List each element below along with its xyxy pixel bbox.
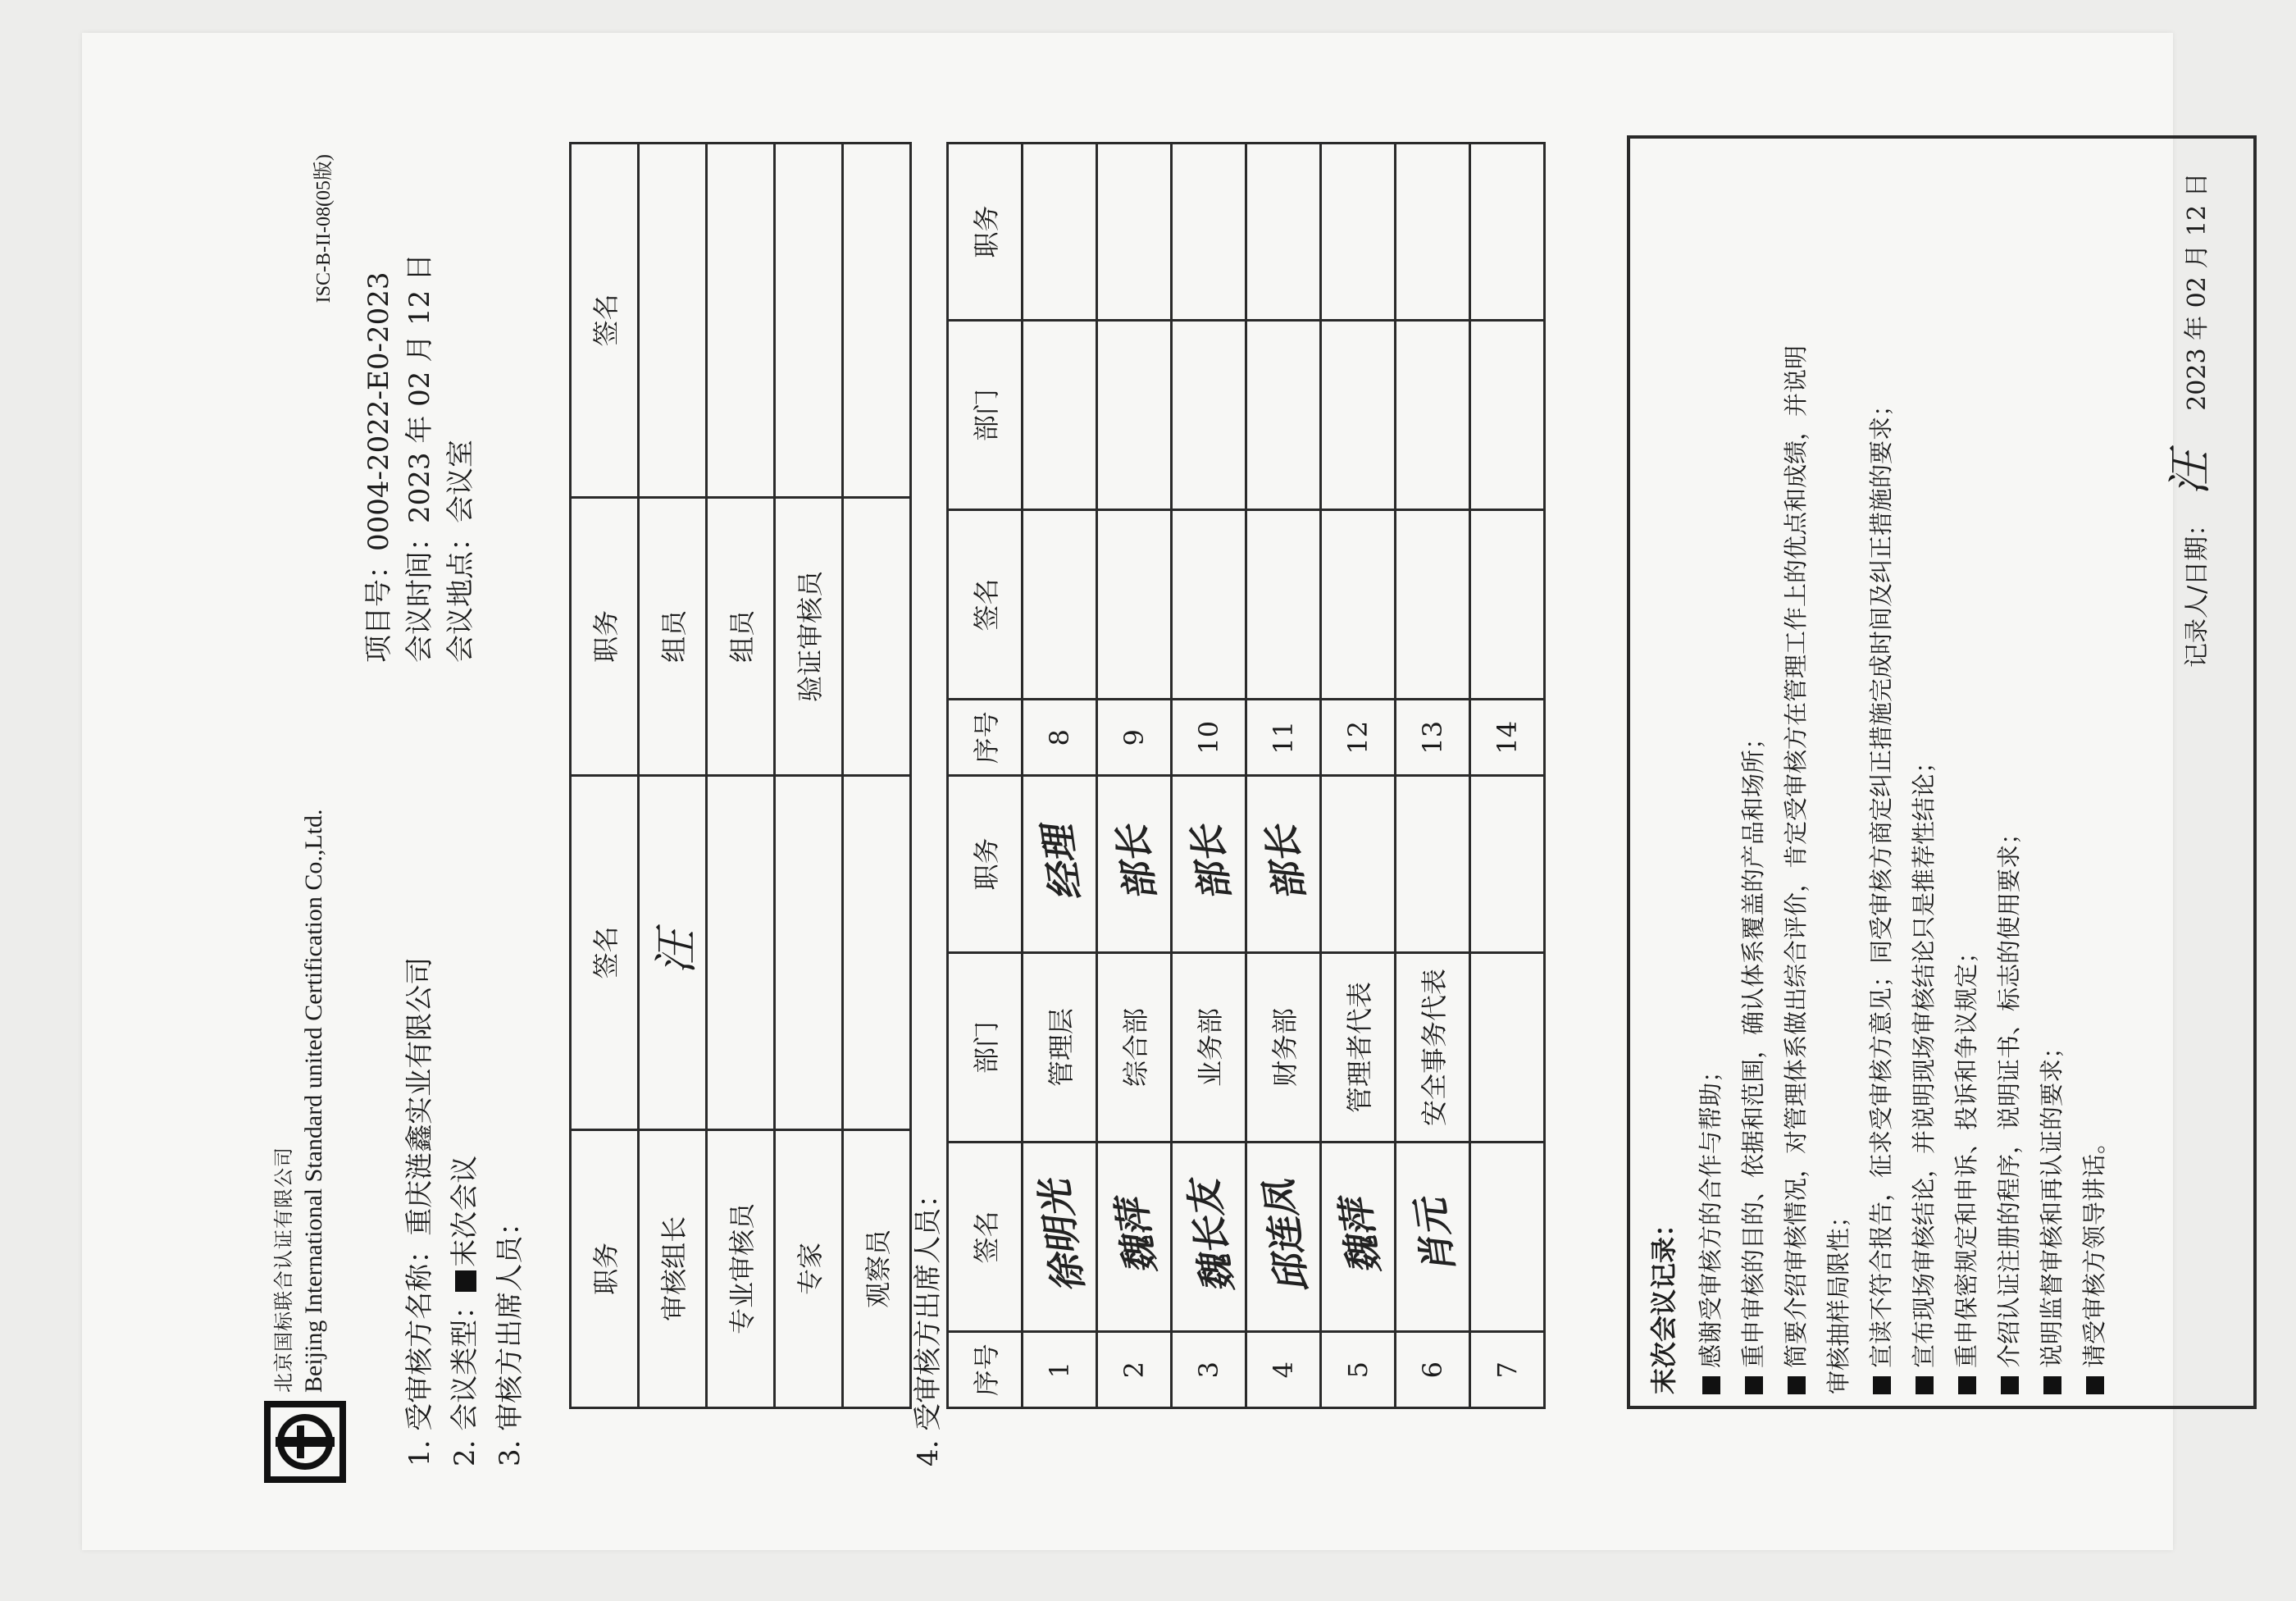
signature-cell — [707, 776, 775, 1130]
dept-cell — [1470, 952, 1545, 1142]
meeting-type-value: 末次会议 — [449, 1155, 481, 1267]
seq-cell: 14 — [1470, 700, 1545, 776]
seq-cell: 5 — [1321, 1332, 1396, 1408]
handwritten-name: 邱连凤 — [1255, 1177, 1316, 1297]
dept-cell — [1172, 320, 1246, 509]
list-item: 介绍认证注册的程序，说明证书、标志的使用要求； — [1988, 156, 2030, 1394]
signature-cell — [775, 144, 843, 498]
signature-cell — [639, 776, 707, 1130]
signature-cell — [1470, 510, 1545, 700]
dept-cell — [1396, 320, 1470, 509]
handwritten-title: 经理 — [1034, 823, 1090, 905]
seq-cell: 9 — [1097, 700, 1172, 776]
scanned-sheet — [82, 33, 2216, 1550]
title-cell — [1246, 776, 1321, 953]
dept-cell: 业务部 — [1172, 952, 1246, 1142]
signature-cell — [1321, 510, 1396, 700]
checked-box-icon — [1958, 1376, 1976, 1394]
list-item: 重申审核的目的、依据和范围，确认体系覆盖的产品和场所； — [1732, 156, 1774, 1394]
dept-cell — [1097, 320, 1172, 509]
header-cell: 职务 — [571, 1129, 639, 1407]
handwritten-title: 部长 — [1109, 823, 1164, 905]
meeting-record-box — [1627, 135, 2257, 1409]
header-cell: 序号 — [948, 700, 1023, 776]
checked-box-icon — [1873, 1376, 1891, 1394]
meeting-form-page — [257, 121, 2266, 1499]
auditee-name: 重庆涟鑫实业有限公司 — [403, 956, 436, 1236]
title-cell — [1023, 776, 1097, 953]
list-item: 感谢受审核方的合作与帮助； — [1689, 156, 1732, 1394]
header-cell: 职务 — [948, 144, 1023, 321]
signature-cell — [707, 144, 775, 498]
project-number: 0004-2022-E0-2023 — [362, 271, 395, 551]
project-line: 项目号：0004-2022-E0-2023 — [362, 271, 395, 663]
header-cell: 职务 — [571, 497, 639, 775]
title-cell — [1470, 144, 1545, 321]
handwritten-signature: 汪 — [649, 930, 702, 975]
signature-cell — [1172, 510, 1246, 700]
record-title: 末次会议记录： — [1648, 1210, 1679, 1394]
handwritten-name: 魏萍 — [1109, 1196, 1164, 1278]
table-row — [707, 144, 775, 1408]
auditee-attendance-table — [946, 142, 1546, 1409]
title-cell — [1396, 776, 1470, 953]
table-row — [775, 144, 843, 1408]
meeting-time-line: 会议时间：2023 年 02 月 12 日 — [403, 253, 436, 663]
list-item: 宣布现场审核结论，并说明现场审核结论只是推荐性结论； — [1902, 156, 1945, 1394]
seq-cell: 3 — [1172, 1332, 1246, 1408]
table-row — [1172, 144, 1246, 1408]
signature-cell — [1246, 510, 1321, 700]
seq-cell: 11 — [1246, 700, 1321, 776]
table-header-row — [571, 144, 639, 1408]
role-cell: 观察员 — [843, 1129, 911, 1407]
header-cell: 部门 — [948, 952, 1023, 1142]
table-row — [1097, 144, 1172, 1408]
header-cell: 签名 — [948, 1143, 1023, 1332]
checked-box-icon — [1788, 1376, 1806, 1394]
signature-cell — [1246, 1143, 1321, 1332]
list-item: 重申保密规定和申诉、投诉和争议规定； — [1945, 156, 1988, 1394]
table-row — [1023, 144, 1097, 1408]
seq-cell: 1 — [1023, 1332, 1097, 1408]
handwritten-signature: 汪 — [2164, 451, 2216, 496]
signature-cell — [1097, 510, 1172, 700]
header-cell: 序号 — [948, 1332, 1023, 1408]
list-item-continuation: 审核抽样局限性； — [1824, 1203, 1852, 1394]
table-row — [1246, 144, 1321, 1408]
list-item: 宣读不符合报告，征求受审核方意见；同受审核方商定纠正措施完成时间及纠正措施的要求； — [1860, 156, 1902, 1394]
handwritten-title: 部长 — [1183, 823, 1239, 905]
header-cell: 签名 — [571, 776, 639, 1130]
title-cell — [1246, 144, 1321, 321]
signature-cell — [639, 144, 707, 498]
seq-cell: 10 — [1172, 700, 1246, 776]
dept-cell: 安全事务代表 — [1396, 952, 1470, 1142]
seq-cell: 8 — [1023, 700, 1097, 776]
table-row — [639, 144, 707, 1408]
seq-cell: 4 — [1246, 1332, 1321, 1408]
dept-cell — [1321, 320, 1396, 509]
list-item: 说明监督审核和再认证的要求； — [2030, 156, 2073, 1394]
role-cell: 专家 — [775, 1129, 843, 1407]
record-date: 2023 年 02 月 12 日 — [2183, 172, 2212, 411]
title-cell — [1470, 776, 1545, 953]
signature-cell — [1097, 1143, 1172, 1332]
signature-cell — [1470, 1143, 1545, 1332]
header-cell: 部门 — [948, 320, 1023, 509]
checked-box-icon — [1702, 1376, 1720, 1394]
form-header — [257, 154, 372, 1483]
record-items — [1689, 156, 2116, 1394]
checked-box-icon — [2086, 1376, 2104, 1394]
signature-cell — [775, 776, 843, 1130]
handwritten-name: 魏萍 — [1332, 1196, 1388, 1278]
list-item: 请受审核方领导讲话。 — [2073, 156, 2116, 1394]
dept-cell — [1246, 320, 1321, 509]
auditors-title: 3. 审核方出席人员： — [494, 1207, 526, 1466]
signature-cell — [843, 144, 911, 498]
meeting-place: 会议室 — [444, 440, 477, 523]
seq-cell: 13 — [1396, 700, 1470, 776]
signature-cell — [1396, 510, 1470, 700]
seq-cell: 6 — [1396, 1332, 1470, 1408]
table-row — [1396, 144, 1470, 1408]
dept-cell: 管理者代表 — [1321, 952, 1396, 1142]
signature-cell — [1321, 1143, 1396, 1332]
company-name-cn: 北京国标联合认证有限公司 — [272, 1147, 295, 1393]
table-row — [1321, 144, 1396, 1408]
recorder-line: 记录人/日期： 汪 2023 年 02 月 12 日 — [2164, 172, 2216, 668]
title-cell — [1172, 144, 1246, 321]
role-cell: 审核组长 — [639, 1129, 707, 1407]
seq-cell: 12 — [1321, 700, 1396, 776]
dept-cell: 管理层 — [1023, 952, 1097, 1142]
dept-cell — [1023, 320, 1097, 509]
signature-cell — [843, 776, 911, 1130]
title-cell — [1097, 776, 1172, 953]
seq-cell: 7 — [1470, 1332, 1545, 1408]
role-cell: 验证审核员 — [775, 497, 843, 775]
signature-cell — [1172, 1143, 1246, 1332]
dept-cell — [1470, 320, 1545, 509]
meeting-place-line: 会议地点：会议室 — [444, 440, 477, 663]
dept-cell: 综合部 — [1097, 952, 1172, 1142]
signature-cell — [1023, 1143, 1097, 1332]
signature-cell — [1023, 510, 1097, 700]
header-cell: 签名 — [571, 144, 639, 498]
table-row — [1470, 144, 1545, 1408]
isc-logo-icon — [264, 1401, 346, 1483]
handwritten-name: 肖元 — [1407, 1196, 1463, 1278]
title-cell — [1321, 144, 1396, 321]
handwritten-name: 徐明光 — [1032, 1177, 1092, 1297]
title-cell — [1321, 776, 1396, 953]
role-cell: 组员 — [639, 497, 707, 775]
auditor-attendance-table — [569, 142, 912, 1409]
dept-cell: 财务部 — [1246, 952, 1321, 1142]
handwritten-title: 部长 — [1258, 823, 1314, 905]
title-cell — [1396, 144, 1470, 321]
checked-box-icon — [2001, 1376, 2019, 1394]
title-cell — [1023, 144, 1097, 321]
checked-box-icon — [2043, 1376, 2061, 1394]
checked-box-icon — [455, 1270, 476, 1292]
header-cell: 签名 — [948, 510, 1023, 700]
handwritten-name: 魏长友 — [1181, 1177, 1241, 1297]
signature-cell — [1396, 1143, 1470, 1332]
company-name-en: Beijing International Standard united Certification Co.,Ltd. — [300, 809, 327, 1393]
role-cell: 组员 — [707, 497, 775, 775]
title-cell — [1172, 776, 1246, 953]
checked-box-icon — [1916, 1376, 1934, 1394]
attendee-title: 4. 受审核方出席人员： — [912, 1179, 945, 1466]
table-header-row — [948, 144, 1023, 1408]
checked-box-icon — [1745, 1376, 1763, 1394]
meeting-type-line: 2. 会议类型：末次会议 — [449, 1155, 481, 1466]
role-cell — [843, 497, 911, 775]
role-cell: 专业审核员 — [707, 1129, 775, 1407]
list-item: 简要介绍审核情况，对管理体系做出综合评价，肯定受审核方在管理工作上的优点和成绩，并说明 — [1774, 156, 1817, 1394]
form-number: ISC-B-II-08(05版) — [313, 154, 335, 303]
auditee-line: 1. 受审核方名称：重庆涟鑫实业有限公司 — [403, 956, 436, 1466]
header-cell: 职务 — [948, 776, 1023, 953]
meeting-time: 2023 年 02 月 12 日 — [403, 253, 436, 523]
title-cell — [1097, 144, 1172, 321]
seq-cell: 2 — [1097, 1332, 1172, 1408]
table-row — [843, 144, 911, 1408]
